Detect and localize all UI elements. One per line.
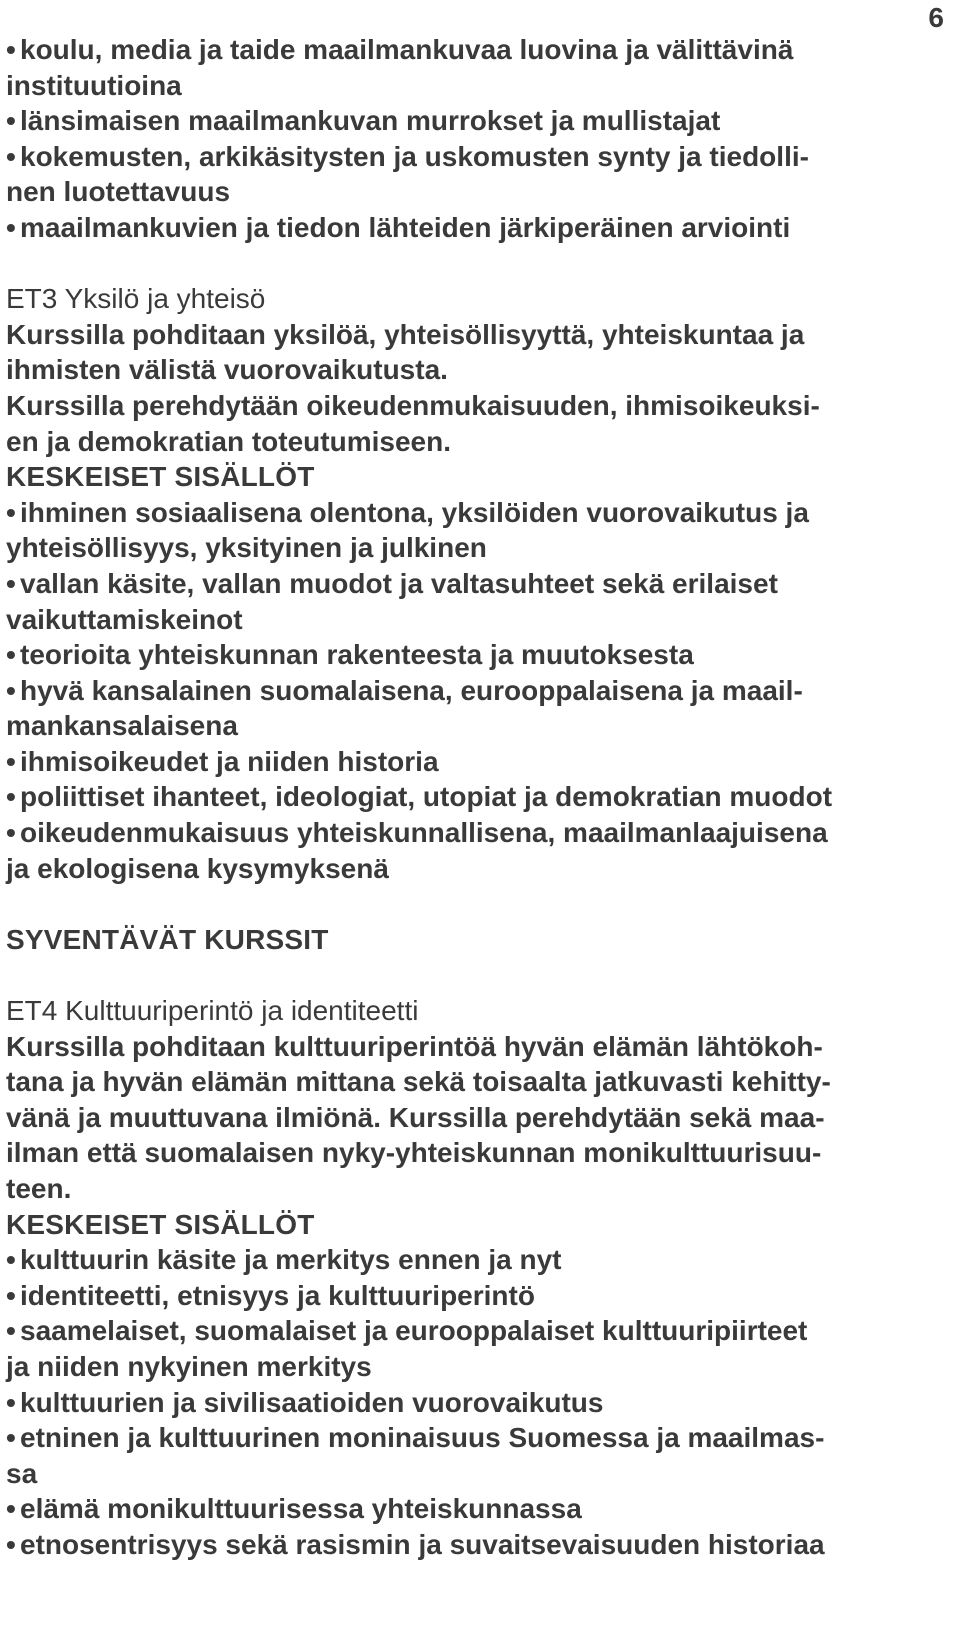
list-item: • teorioita yhteiskunnan rakenteesta ja muutoksesta (6, 637, 914, 673)
bullet-icon: • (6, 817, 16, 849)
list-item-continuation: ja ekologisena kysymyksenä (6, 852, 389, 884)
list-item: • poliittiset ihanteet, ideologiat, utopiat ja demokratian muodot (6, 779, 914, 815)
bullet-icon: • (6, 1244, 16, 1276)
list-item: • etnosentrisyys sekä rasismin ja suvaitsevaisuuden historiaa (6, 1527, 914, 1563)
list-item: • etninen ja kulttuurinen moninaisuus Suomessa ja maailmas- (6, 1420, 914, 1456)
bullet-icon: • (6, 1528, 16, 1560)
section-heading: KESKEISET SISÄLLÖT (6, 1208, 315, 1240)
list-item-continuation: yhteisöllisyys, yksityinen ja julkinen (6, 532, 487, 564)
list-item: • hyvä kansalainen suomalaisena, eurooppalaisena ja maail- (6, 673, 914, 709)
page-content (6, 32, 914, 1563)
bullet-icon: • (6, 1386, 16, 1418)
list-item: • kokemusten, arkikäsitysten ja uskomusten synty ja tiedolli- (6, 139, 914, 175)
list-item: • koulu, media ja taide maailmankuvaa luovina ja välittävinä (6, 32, 914, 68)
bullet-icon: • (6, 639, 16, 671)
list-item-continuation: mankansalaisena (6, 710, 238, 742)
bullet-icon: • (6, 1315, 16, 1347)
list-item-continuation: instituutioina (6, 69, 182, 101)
list-item-continuation: vaikuttamiskeinot (6, 603, 243, 635)
course-description: tana ja hyvän elämän mittana sekä toisaalta jatkuvasti kehitty- (6, 1066, 831, 1098)
bullet-icon: • (6, 211, 16, 243)
bullet-icon: • (6, 496, 16, 528)
list-item-continuation: nen luotettavuus (6, 176, 231, 208)
bullet-icon: • (6, 1279, 16, 1311)
course-title: ET3 Yksilö ja yhteisö (6, 283, 266, 315)
course-description: teen. (6, 1173, 72, 1204)
course-description: en ja demokratian toteutumiseen. (6, 425, 451, 457)
list-item: • maailmankuvien ja tiedon lähteiden järkiperäinen arviointi (6, 210, 914, 246)
bullet-icon: • (6, 140, 16, 172)
list-item-continuation: sa (6, 1457, 38, 1489)
bullet-icon: • (6, 781, 16, 813)
course-description: Kurssilla pohditaan kulttuuriperintöä hyvän elämän lähtökoh- (6, 1030, 823, 1062)
list-item: • vallan käsite, vallan muodot ja valtasuhteet sekä erilaiset (6, 566, 914, 602)
course-description: Kurssilla perehdytään oikeudenmukaisuuden, ihmisoikeuksi- (6, 389, 820, 421)
list-item: • oikeudenmukaisuus yhteiskunnallisena, maailmanlaajuisena (6, 815, 914, 851)
course-description: vänä ja muuttuvana ilmiönä. Kurssilla perehdytään sekä maa- (6, 1101, 825, 1133)
course-description: Kurssilla pohditaan yksilöä, yhteisöllisyyttä, yhteiskuntaa ja (6, 318, 805, 350)
bullet-icon: • (6, 1493, 16, 1525)
spacer (6, 957, 914, 993)
list-item: • kulttuurin käsite ja merkitys ennen ja nyt (6, 1242, 914, 1278)
bullet-icon: • (6, 674, 16, 706)
course-description: ilman että suomalaisen nyky-yhteiskunnan monikulttuurisuu- (6, 1137, 822, 1169)
list-item: • saamelaiset, suomalaiset ja eurooppalaiset kulttuuripiirteet (6, 1313, 914, 1349)
bullet-icon: • (6, 1422, 16, 1454)
section-heading: SYVENTÄVÄT KURSSIT (6, 923, 329, 955)
page-number: 6 (928, 2, 944, 33)
bullet-icon: • (6, 105, 16, 137)
course-description: ihmisten välistä vuorovaikutusta. (6, 354, 448, 386)
list-item: • ihmisoikeudet ja niiden historia (6, 744, 914, 780)
course-title: ET4 Kulttuuriperintö ja identiteetti (6, 995, 419, 1027)
list-item: • kulttuurien ja sivilisaatioiden vuorovaikutus (6, 1385, 914, 1421)
bullet-icon: • (6, 745, 16, 777)
list-item: • länsimaisen maailmankuvan murrokset ja mullistajat (6, 103, 914, 139)
spacer (6, 886, 914, 922)
bullet-icon: • (6, 34, 16, 65)
bullet-icon: • (6, 567, 16, 599)
list-item: • identiteetti, etnisyys ja kulttuuriperintö (6, 1278, 914, 1314)
list-item: • elämä monikulttuurisessa yhteiskunnassa (6, 1491, 914, 1527)
list-item: • ihminen sosiaalisena olentona, yksilöiden vuorovaikutus ja (6, 495, 914, 531)
spacer (6, 246, 914, 282)
list-item-continuation: ja niiden nykyinen merkitys (6, 1350, 372, 1382)
section-heading: KESKEISET SISÄLLÖT (6, 461, 315, 493)
